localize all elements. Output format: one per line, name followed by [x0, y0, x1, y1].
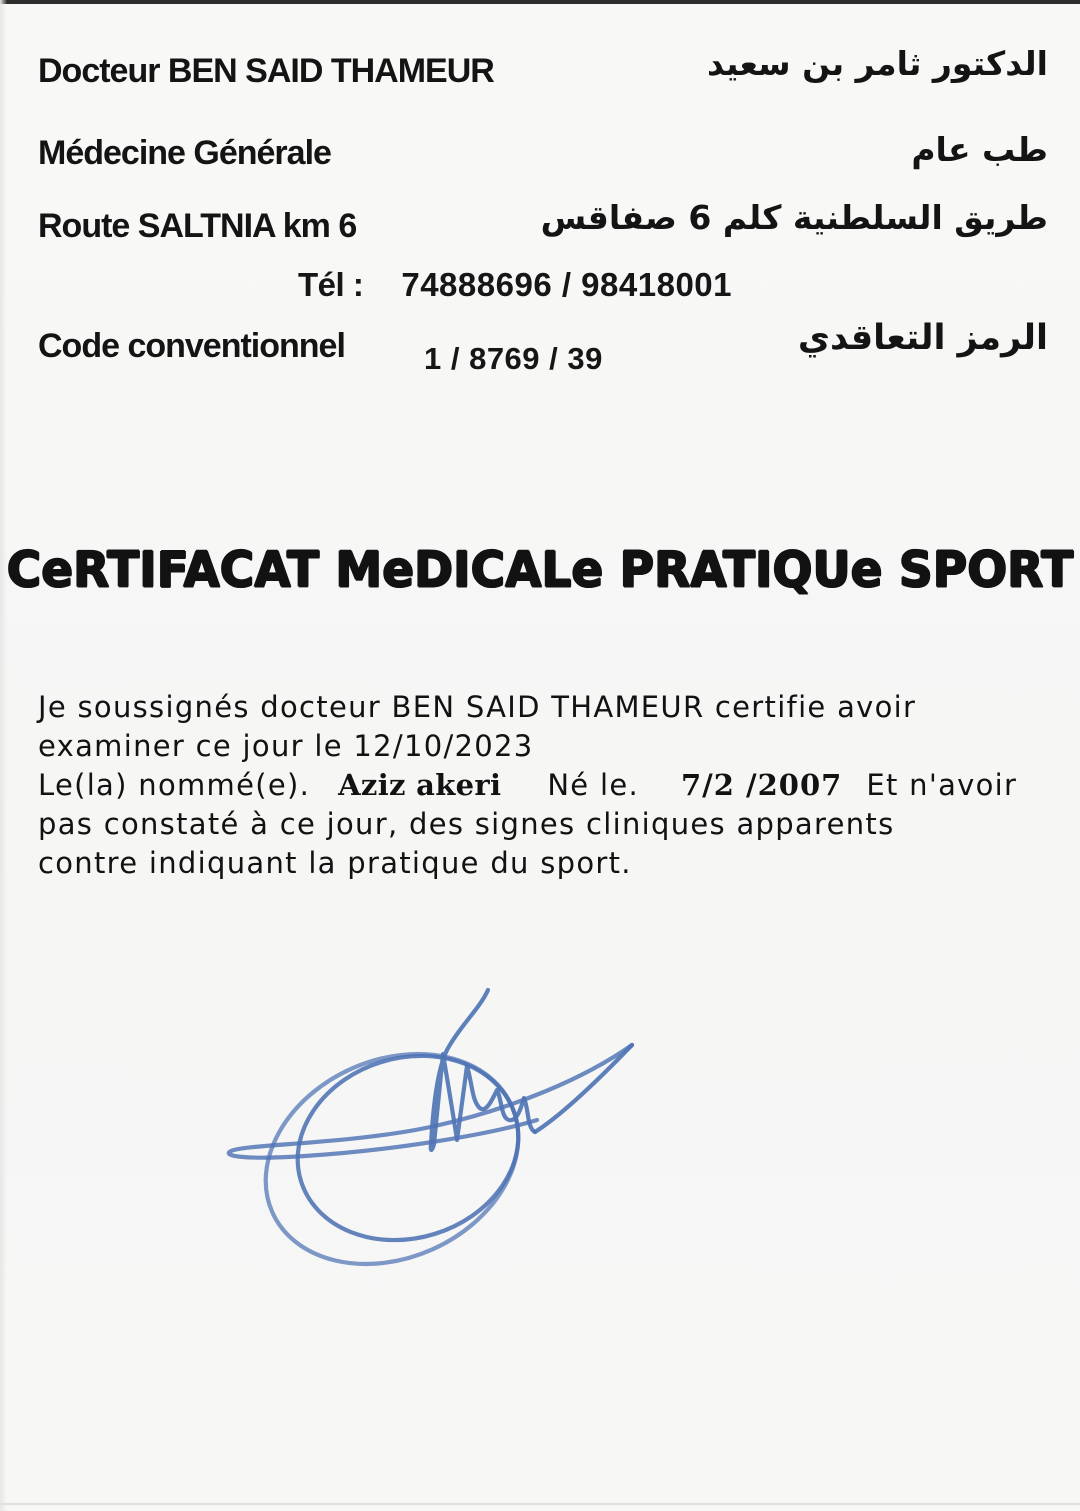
born-label: Né le.: [547, 768, 639, 802]
certificate-title: CeRTIFACAT MeDICALe PRATIQUe SPORT: [6, 541, 1074, 600]
scan-edge-top: [0, 0, 1080, 4]
scan-edge-bottom: [0, 1503, 1080, 1505]
conventional-code-value: 1 / 8769 / 39: [424, 341, 603, 376]
body-line-3-suffix: Et n'avoir: [866, 768, 1018, 802]
doctor-signature: [185, 948, 665, 1283]
phone-line: [298, 266, 732, 304]
body-line-1: Je soussignés docteur BEN SAID THAMEUR certifie avoir: [38, 690, 917, 724]
doctor-name-french: Docteur BEN SAID THAMEUR: [38, 52, 494, 90]
body-line-3: [38, 766, 1038, 805]
phone-label: Tél :: [298, 266, 364, 303]
scan-edge-left: [0, 0, 7, 1511]
body-line-2: examiner ce jour le 12/10/2023: [38, 729, 534, 763]
doctor-name-arabic: الدكتور ثامر بن سعيد: [706, 44, 1048, 83]
specialty-arabic: طب عام: [911, 130, 1048, 169]
patient-name: Aziz akeri: [338, 768, 502, 802]
address-arabic: طريق السلطنية كلم 6 صفاقس: [540, 198, 1048, 237]
specialty-french: Médecine Générale: [38, 134, 331, 172]
birth-date: 7/2 /2007: [680, 768, 843, 802]
address-french: Route SALTNIA km 6: [38, 207, 357, 245]
body-line-4: pas constaté à ce jour, des signes cliniques apparents: [38, 807, 895, 841]
phone-numbers: 74888696 / 98418001: [401, 266, 732, 303]
body-line-3-prefix: Le(la) nommé(e).: [38, 768, 311, 802]
conventional-code-label-arabic: الرمز التعاقدي: [797, 318, 1048, 358]
certificate-body: [38, 688, 1038, 883]
body-line-5: contre indiquant la pratique du sport.: [38, 846, 632, 880]
signature-ink-icon: [185, 948, 665, 1283]
conventional-code-label-french: Code conventionnel: [38, 327, 345, 365]
